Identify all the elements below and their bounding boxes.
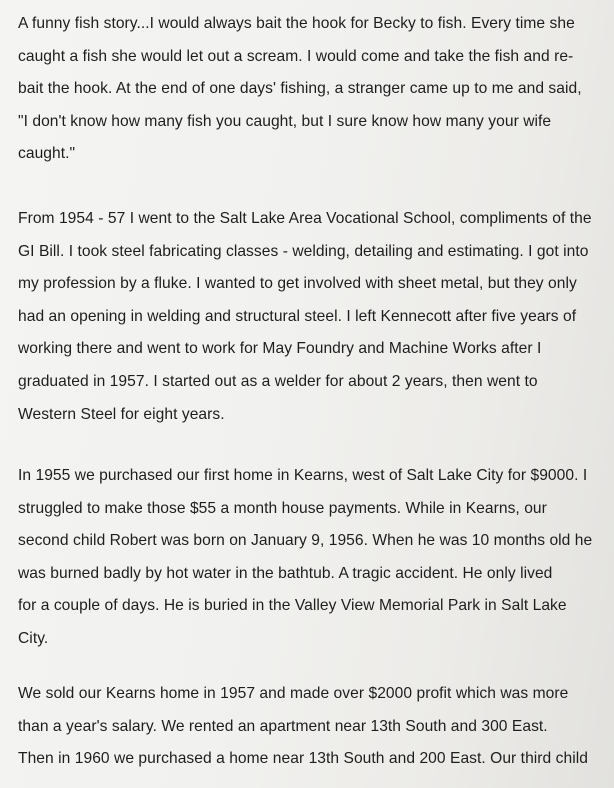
text-line: "I don't know how many fish you caught, but I sure know how many your wife — [18, 112, 552, 130]
text-line: had an opening in welding and structural steel. I left Kennecott after five years of — [18, 307, 577, 325]
text-line: We sold our Kearns home in 1957 and made over $2000 profit which was more — [18, 685, 569, 702]
paragraph-vocational-school — [18, 203, 612, 431]
text-line: second child Robert was born on January 9, 1956. When he was 10 months old he — [18, 532, 593, 550]
text-line: In 1955 we purchased our first home in Kearns, west of Salt Lake City for $9000. I — [18, 467, 588, 484]
text-line: struggled to make those $55 a month house payments. While in Kearns, our — [18, 499, 547, 517]
text-line: than a year's salary. We rented an apartment near 13th South and 300 East. — [18, 717, 548, 735]
paragraph-fish-story — [18, 8, 612, 171]
text-line: GI Bill. I took steel fabricating classes - welding, detailing and estimating. I got into — [18, 242, 589, 260]
text-line: graduated in 1957. I started out as a welder for about 2 years, then went to — [18, 372, 538, 390]
text-line: City. — [18, 629, 49, 647]
text-line: for a couple of days. He is buried in the Valley View Memorial Park in Salt Lake — [18, 597, 567, 615]
paragraph-sold-home — [18, 678, 612, 776]
text-line: Western Steel for eight years. — [18, 405, 225, 423]
text-line: From 1954 - 57 I went to the Salt Lake Area Vocational School, compliments of the — [18, 210, 592, 227]
text-line: Then in 1960 we purchased a home near 13th South and 200 East. Our third child — [18, 750, 588, 768]
paragraph-kearns-home — [18, 460, 612, 656]
text-line: working there and went to work for May Foundry and Machine Works after I — [18, 340, 542, 358]
text-line: caught." — [18, 145, 76, 163]
text-line: bait the hook. At the end of one days' fishing, a stranger came up to me and said, — [18, 80, 582, 98]
text-line: my profession by a fluke. I wanted to get involved with sheet metal, but they only — [18, 275, 577, 293]
text-line: was burned badly by hot water in the bathtub. A tragic accident. He only lived — [18, 564, 553, 582]
text-line: A funny fish story...I would always bait the hook for Becky to fish. Every time she — [18, 15, 575, 32]
text-line: caught a fish she would let out a scream. I would come and take the fish and re- — [18, 47, 574, 65]
